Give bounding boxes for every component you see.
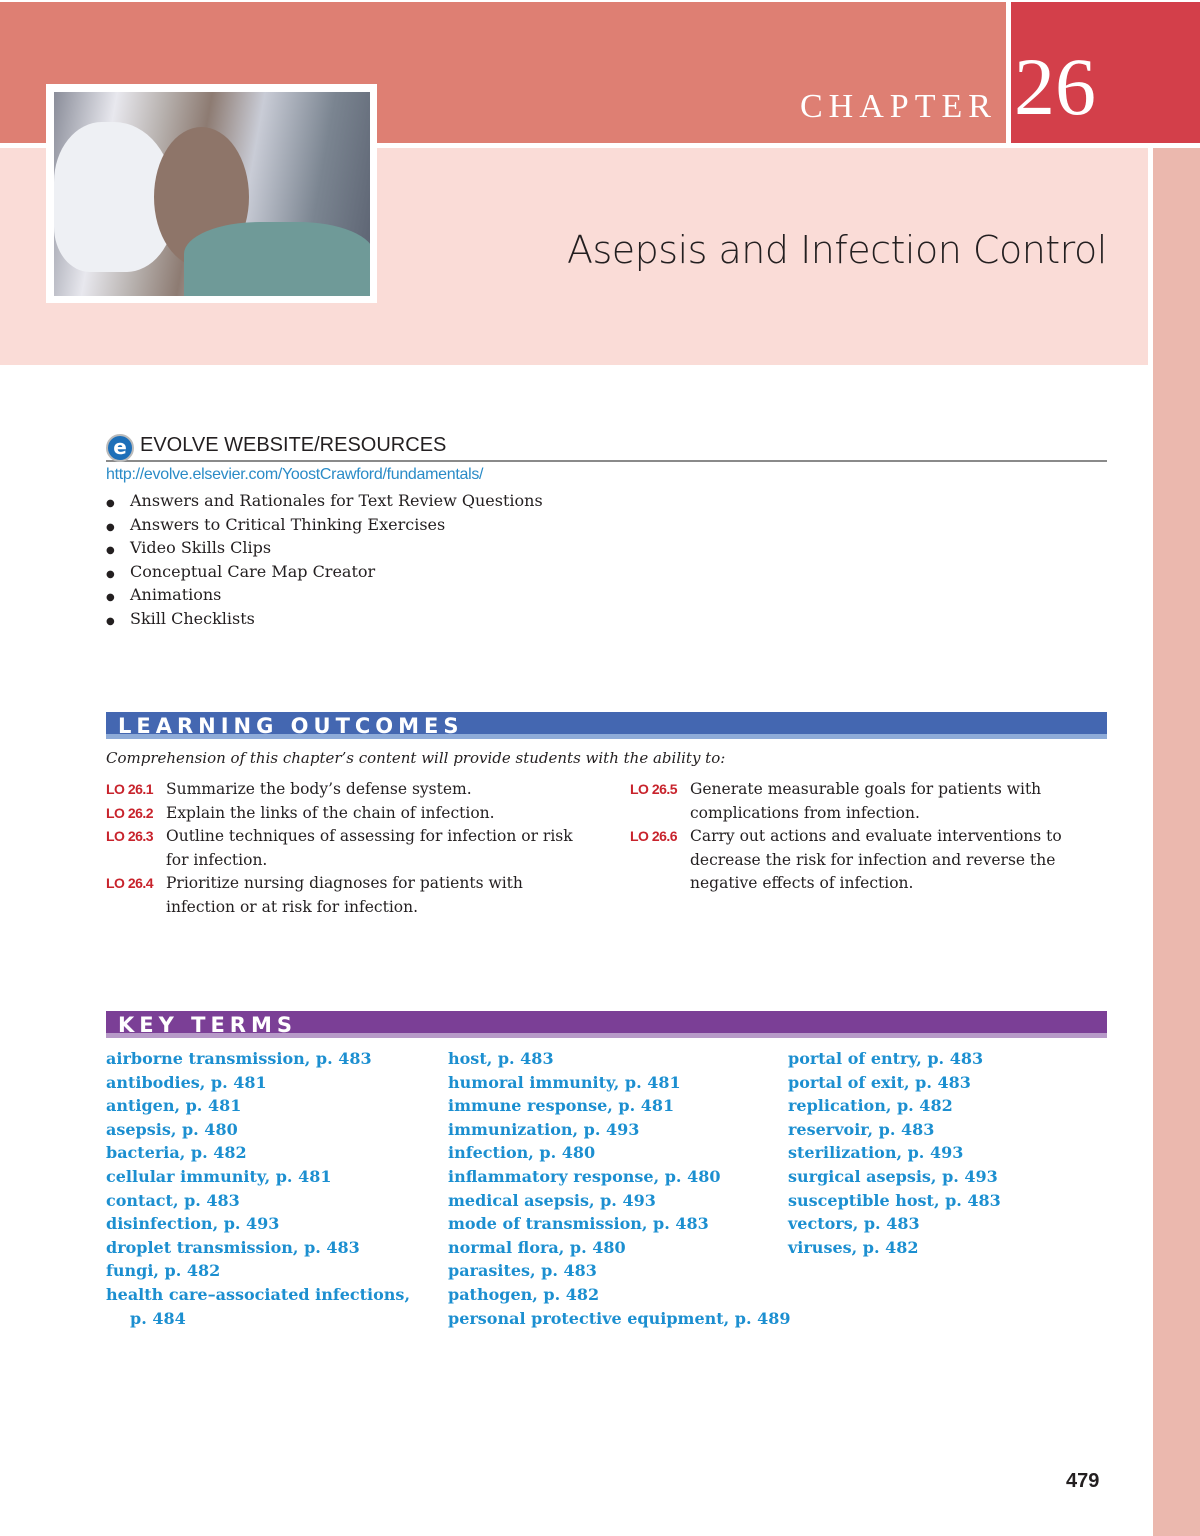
key-term[interactable]: parasites, p. 483	[448, 1261, 597, 1281]
key-term[interactable]: bacteria, p. 482	[106, 1143, 247, 1163]
outcomes-right	[630, 778, 1070, 896]
list-item: ● Video Skills Clips	[106, 538, 272, 558]
learning-outcomes-intro: Comprehension of this chapter’s content will provide students with the ability to:	[106, 749, 726, 767]
key-term[interactable]: humoral immunity, p. 481	[448, 1072, 681, 1092]
key-term[interactable]: antibodies, p. 481	[106, 1072, 267, 1092]
key-term[interactable]: surgical asepsis, p. 493	[788, 1166, 998, 1186]
outcome-item: LO 26.1 Summarize the body’s defense system.	[106, 780, 472, 798]
resource-list	[106, 489, 543, 631]
list-item: ● Answers and Rationales for Text Review Questions	[106, 491, 543, 510]
key-term[interactable]: personal protective equipment, p. 489	[448, 1308, 791, 1328]
key-term[interactable]: susceptible host, p. 483	[788, 1190, 1001, 1210]
list-item: ● Answers to Critical Thinking Exercises	[106, 514, 446, 534]
key-term[interactable]: inflammatory response, p. 480	[448, 1166, 721, 1186]
key-term[interactable]: vectors, p. 483	[788, 1214, 920, 1234]
key-term[interactable]: p. 484	[130, 1308, 186, 1328]
list-item: ● Animations	[106, 585, 222, 605]
list-item: ● Conceptual Care Map Creator	[106, 561, 376, 581]
chapter-title: Asepsis and Infection Control	[567, 228, 1107, 272]
key-term[interactable]: viruses, p. 482	[788, 1237, 919, 1257]
key-term[interactable]: immunization, p. 493	[448, 1119, 640, 1139]
key-term[interactable]: reservoir, p. 483	[788, 1119, 935, 1139]
list-item: ● Skill Checklists	[106, 608, 255, 628]
key-term[interactable]: antigen, p. 481	[106, 1096, 242, 1116]
evolve-logo-icon: e	[106, 434, 134, 462]
key-term[interactable]: asepsis, p. 480	[106, 1119, 238, 1139]
outcome-item: LO 26.4 Prioritize nursing diagnoses for patients with infection or at risk for infection.	[106, 874, 523, 916]
key-terms-col-1	[106, 1047, 410, 1330]
key-term[interactable]: droplet transmission, p. 483	[106, 1237, 360, 1257]
key-term[interactable]: sterilization, p. 493	[788, 1143, 964, 1163]
outcomes-left	[106, 778, 576, 919]
key-term[interactable]: replication, p. 482	[788, 1096, 953, 1116]
chapter-label: CHAPTER	[800, 88, 997, 125]
outcome-item: LO 26.2 Explain the links of the chain of infection.	[106, 803, 495, 822]
evolve-link[interactable]: http://evolve.elsevier.com/YoostCrawford/fundamentals/	[106, 466, 484, 483]
key-term[interactable]: medical asepsis, p. 493	[448, 1190, 656, 1210]
evolve-title: EVOLVE WEBSITE/RESOURCES	[140, 434, 447, 456]
key-term[interactable]: contact, p. 483	[106, 1190, 240, 1210]
key-term[interactable]: host, p. 483	[448, 1049, 554, 1068]
page-number: 479	[1066, 1470, 1100, 1492]
key-terms-col-2	[448, 1047, 791, 1330]
key-term[interactable]: infection, p. 480	[448, 1143, 596, 1163]
patient-in-bed-image	[54, 92, 370, 296]
key-terms-col-3	[788, 1047, 1001, 1259]
key-term[interactable]: fungi, p. 482	[106, 1261, 221, 1281]
chapter-photo	[46, 84, 377, 303]
side-stripe	[1153, 148, 1200, 1536]
chapter-number: 26	[1014, 41, 1096, 132]
evolve-heading	[106, 434, 1107, 462]
outcome-item: LO 26.3 Outline techniques of assessing for infection or risk for infection.	[106, 827, 573, 869]
key-term[interactable]: cellular immunity, p. 481	[106, 1166, 332, 1186]
key-term[interactable]: pathogen, p. 482	[448, 1284, 600, 1304]
key-term[interactable]: mode of transmission, p. 483	[448, 1214, 709, 1234]
key-term[interactable]: airborne transmission, p. 483	[106, 1049, 372, 1068]
key-term[interactable]: disinfection, p. 493	[106, 1214, 280, 1234]
learning-outcomes-heading: LEARNING OUTCOMES	[106, 712, 1107, 739]
key-terms-heading: KEY TERMS	[106, 1011, 1107, 1038]
key-term[interactable]: portal of entry, p. 483	[788, 1049, 984, 1068]
key-term[interactable]: immune response, p. 481	[448, 1096, 675, 1116]
outcome-item: LO 26.5 Generate measurable goals for patients with complications from infection.	[630, 780, 1042, 822]
outcome-item: LO 26.6 Carry out actions and evaluate interventions to decrease the risk for infection and reverse the negative effects of infection.	[630, 827, 1062, 892]
key-term[interactable]: portal of exit, p. 483	[788, 1072, 971, 1092]
key-term[interactable]: health care–associated infections,	[106, 1284, 411, 1304]
key-term[interactable]: normal flora, p. 480	[448, 1237, 626, 1257]
